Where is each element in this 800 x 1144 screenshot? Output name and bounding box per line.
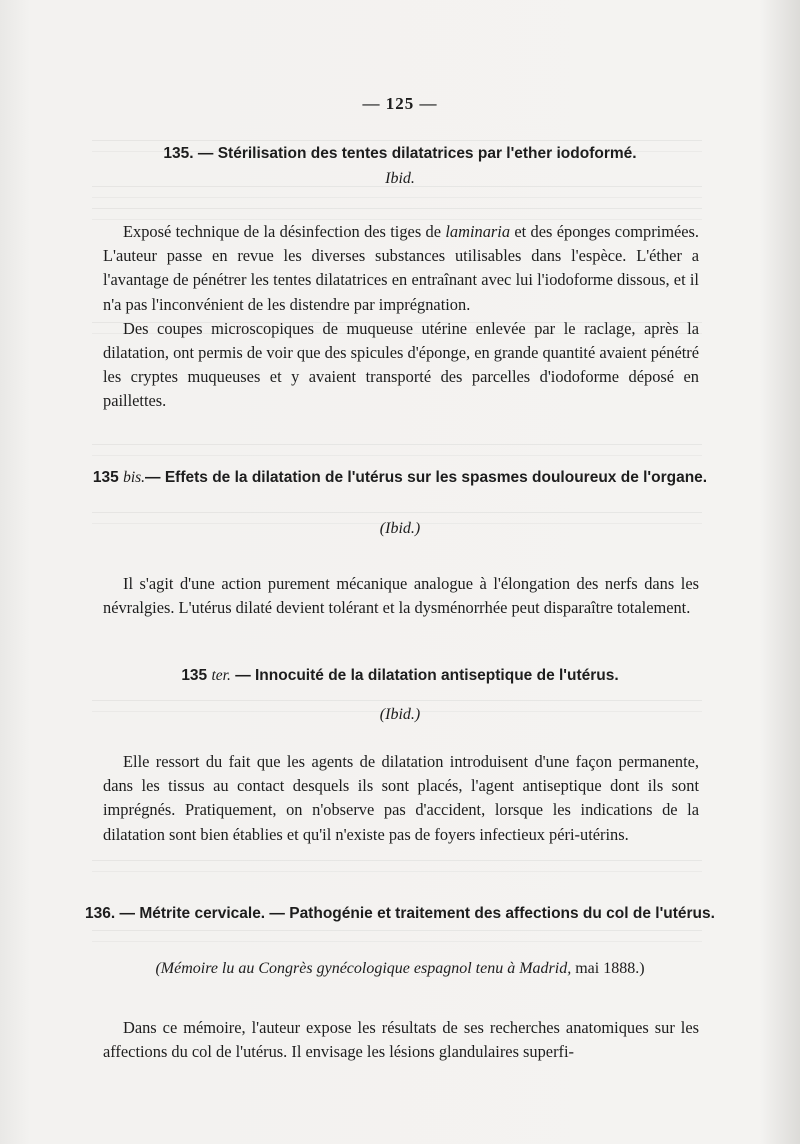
entry-body — [103, 750, 699, 847]
entry-number: 135. — [163, 145, 194, 162]
entry-number: 135 — [181, 667, 208, 684]
paragraph: Dans ce mémoire, l'auteur expose les résultats de ses recherches anatomiques sur les affections du col de l'utérus. Il envisage les lésions glandulaires superfi- — [103, 1018, 699, 1062]
entry-heading — [85, 466, 715, 489]
entry-body — [103, 1016, 699, 1064]
entry-suffix: bis. — [123, 469, 146, 486]
show-through-line — [92, 930, 702, 942]
entry-heading — [85, 902, 715, 925]
emphasis-term: laminaria — [445, 222, 511, 241]
paragraph: Il s'agit d'une action purement mécanique analogue à l'élongation des nerfs dans les névralgies. L'utérus dilaté devient tolérant et la dysménorrhée peut disparaître totalement. — [103, 574, 699, 618]
entry-source: (Ibid.) — [379, 706, 421, 723]
entry-title: — Stérilisation des tentes dilatatrices par l'ether iodoformé. — [197, 145, 637, 162]
entry-body — [103, 572, 699, 620]
entry-title: — Effets de la dilatation de l'utérus sur les spasmes douloureux de l'organe. — [145, 469, 708, 486]
paragraph: Des coupes microscopiques de muqueuse utérine enlevée par le raclage, après la dilatation, ont permis de voir que des spicules d'éponge, en grande quantité avaient pénétré les cryptes muqueuses et y avaient transporté des parcelles d'iodoforme déposé en paillettes. — [103, 318, 700, 411]
entry-body — [103, 220, 699, 414]
entry-heading — [85, 664, 715, 687]
entry-title: — Innocuité de la dilatation antiseptique de l'utérus. — [235, 667, 619, 684]
paragraph: Elle ressort du fait que les agents de dilatation introduisent d'une façon permanente, dans les tissus au contact desquels ils sont placés, l'agent antiseptique dont ils sont imprégnés. Pratiquement, on n'observe pas d'accident, lorsque les indications de la dilatation sont bien établies et qu'il n'existe pas de foyers infectieux péri-utérins. — [103, 752, 699, 844]
entry-title: — Métrite cervicale. — Pathogénie et traitement des affections du col de l'utérus. — [119, 905, 715, 922]
paragraph: Exposé technique de la désinfection des tiges de laminaria et des éponges comprimées. L'auteur passe en revue les diverses substances utilisables dans l'espèce. L'éther a l'avantage de pénétrer les tentes dilatatrices en entraînant avec lui l'iodoforme dissous, et il n'a pas l'inconvénient de les distendre par imprégnation. — [103, 222, 699, 314]
entry-source: Ibid. — [385, 170, 415, 187]
entry-suffix: ter. — [211, 667, 231, 684]
page-number: — 125 — — [362, 94, 438, 113]
entry-heading — [88, 142, 712, 165]
entry-number: 136. — [85, 905, 116, 922]
entry-number: 135 — [92, 469, 119, 486]
entry-source-italic: (Mémoire lu au Congrès gynécologique espagnol tenu à Madrid, — [155, 960, 572, 977]
entry-source-tail: mai 1888.) — [571, 960, 645, 977]
show-through-line — [92, 208, 702, 220]
entry-source: (Ibid.) — [379, 520, 421, 537]
show-through-line — [92, 860, 702, 872]
entry-source — [85, 960, 715, 978]
show-through-line — [92, 444, 702, 456]
